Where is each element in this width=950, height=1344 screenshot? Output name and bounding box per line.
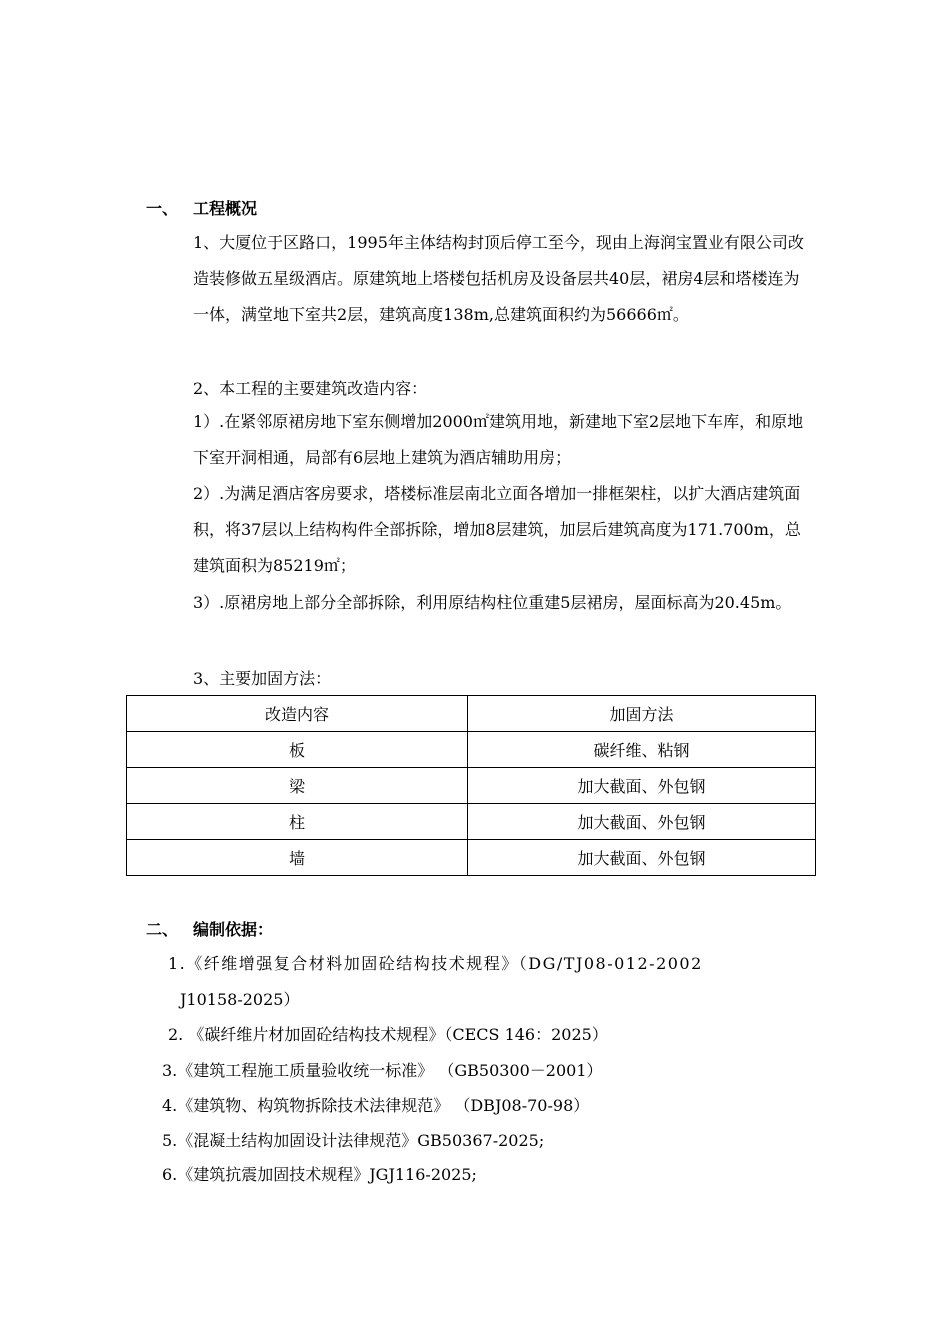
section-title: 编制依据：	[193, 920, 274, 939]
section-title: 工程概况	[193, 199, 258, 218]
section-heading-overview	[146, 196, 257, 219]
reference-item-1: 1.《纤维增强复合材料加固砼结构技术规程》（DG/TJ08-012-2002	[168, 954, 703, 973]
table-row	[127, 768, 816, 804]
table-header-row	[127, 696, 816, 732]
table-cell: 梁	[127, 768, 468, 804]
section-number: 二、	[146, 920, 179, 939]
table-cell: 柱	[127, 804, 468, 840]
reference-item-5: 5.《混凝土结构加固设计法律规范》GB50367-2025;	[162, 1131, 545, 1150]
table-row	[127, 732, 816, 768]
table-cell: 加大截面、外包钢	[468, 840, 816, 876]
table-header-cell: 改造内容	[127, 696, 468, 732]
table-cell: 加大截面、外包钢	[468, 804, 816, 840]
reference-item-4: 4.《建筑物、构筑物拆除技术法律规范》 （DBJ08-70-98）	[162, 1096, 590, 1115]
overview-paragraph-1	[193, 225, 813, 333]
table-header-cell: 加固方法	[468, 696, 816, 732]
renovation-item-1: 1）.在紧邻原裙房地下室东侧增加2000㎡建筑用地，新建地下室2层地下车库，和原地下室开洞相通，局部有6层地上建筑为酒店辅助用房；	[193, 412, 804, 467]
overview-paragraph-1-text: 1、大厦位于区路口，1995年主体结构封顶后停工至今，现由上海润宝置业有限公司改造装修做五星级酒店。原建筑地上塔楼包括机房及设备层共40层，裙房4层和塔楼连为一体，满堂地下室共2层，建筑高度138m,总建筑面积约为56666㎡。	[193, 233, 804, 324]
section-heading-basis	[146, 917, 273, 940]
overview-paragraph-3: 3、主要加固方法：	[193, 669, 332, 688]
table-row	[127, 840, 816, 876]
table-cell: 碳纤维、粘钢	[468, 732, 816, 768]
renovation-item-2: 2）.为满足酒店客房要求，塔楼标准层南北立面各增加一排框架柱，以扩大酒店建筑面积，将37层以上结构构件全部拆除，增加8层建筑，加层后建筑高度为171.700m，总建筑面积为85219㎡；	[193, 484, 801, 575]
reference-item-2: 2. 《碳纤维片材加固砼结构技术规程》（CECS 146：2025）	[168, 1025, 608, 1044]
table-cell: 加大截面、外包钢	[468, 768, 816, 804]
reference-item-3: 3.《建筑工程施工质量验收统一标准》 （GB50300－2001）	[162, 1061, 603, 1080]
renovation-item-3: 3）.原裙房地上部分全部拆除，利用原结构柱位重建5层裙房，屋面标高为20.45m。	[193, 593, 792, 612]
reinforcement-table	[126, 695, 816, 876]
table-cell: 板	[127, 732, 468, 768]
section-number: 一、	[146, 199, 179, 218]
reference-item-1-cont: J10158-2025）	[180, 990, 300, 1009]
table-row	[127, 804, 816, 840]
table-cell: 墙	[127, 840, 468, 876]
reference-item-6: 6.《建筑抗震加固技术规程》JGJ116-2025;	[162, 1165, 477, 1184]
overview-paragraph-2: 2、本工程的主要建筑改造内容：	[193, 379, 428, 398]
